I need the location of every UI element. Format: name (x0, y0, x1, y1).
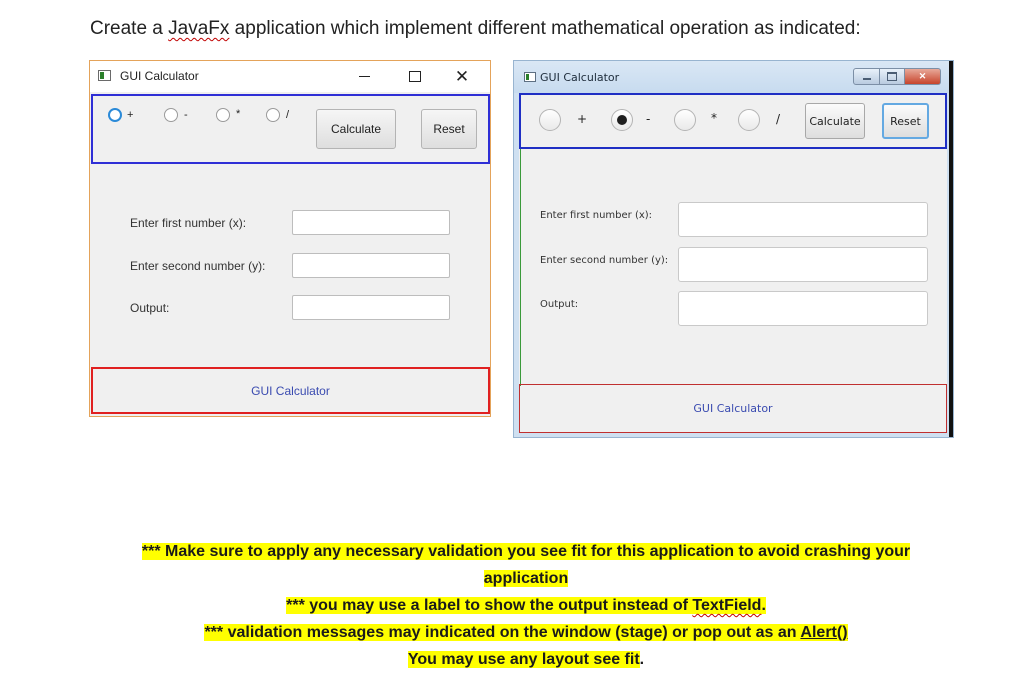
note-validation-text: *** Make sure to apply any necessary validation you see fit for this application to avoid crashing your (141, 543, 911, 560)
output-label: Output: (540, 299, 579, 310)
note-line-3 (90, 592, 962, 619)
note-line-4 (90, 619, 962, 646)
note-alert-pre: *** validation messages may indicated on the window (stage) or pop out as an (204, 624, 801, 641)
radio-multiply-label: * (236, 108, 241, 120)
maximize-button[interactable] (880, 68, 905, 85)
right-operation-bar (519, 93, 947, 149)
note-line-5 (90, 646, 962, 673)
second-number-field[interactable] (292, 253, 450, 278)
radio-divide-label: / (286, 109, 290, 121)
caption-buttons (853, 68, 941, 85)
close-button[interactable] (442, 65, 482, 87)
title-javafx-word: JavaFx (168, 18, 230, 39)
radio-add[interactable] (108, 108, 122, 122)
minimize-icon (359, 76, 370, 77)
note-textfield-word: TextField (692, 597, 762, 614)
second-number-field[interactable] (678, 247, 928, 282)
instruction-notes (90, 538, 962, 673)
radio-add-label: + (577, 112, 588, 126)
radio-multiply-label: * (711, 111, 717, 125)
note-line-1 (90, 538, 962, 565)
window-shadow-edge (949, 61, 953, 437)
note-alert-text (204, 624, 847, 641)
note-alert-word: Alert() (800, 624, 848, 641)
note-line-2 (90, 565, 962, 592)
right-window-titlebar[interactable] (514, 61, 953, 93)
close-icon: ✕ (918, 71, 927, 81)
first-number-field[interactable] (678, 202, 928, 237)
radio-subtract[interactable] (611, 109, 633, 131)
reset-button[interactable]: Reset (882, 103, 929, 139)
reset-button[interactable]: Reset (421, 109, 477, 149)
second-number-label: Enter second number (y): (130, 259, 266, 273)
first-number-field[interactable] (292, 210, 450, 235)
output-field[interactable] (292, 295, 450, 320)
radio-subtract-label: - (646, 112, 651, 126)
minimize-button[interactable] (853, 68, 880, 85)
close-icon: ✕ (454, 66, 470, 86)
radio-divide[interactable] (266, 108, 280, 122)
left-footer-label: GUI Calculator (251, 384, 330, 398)
left-operation-bar (91, 94, 490, 164)
second-number-label: Enter second number (y): (540, 255, 669, 266)
first-number-label: Enter first number (x): (540, 210, 653, 221)
maximize-icon (887, 72, 897, 81)
radio-add[interactable] (539, 109, 561, 131)
radio-add-label: + (127, 109, 134, 121)
output-label: Output: (130, 301, 170, 315)
note-label-output-text (286, 597, 766, 614)
right-window-client (519, 93, 947, 433)
calculate-button[interactable]: Calculate (805, 103, 865, 139)
note-label-output-pre: *** you may use a label to show the output instead of (286, 597, 693, 614)
radio-subtract[interactable] (164, 108, 178, 122)
radio-multiply[interactable] (674, 109, 696, 131)
close-button[interactable] (905, 68, 941, 85)
left-calculator-window (89, 60, 491, 417)
app-window-icon (98, 70, 111, 81)
maximize-button[interactable] (395, 65, 435, 87)
left-window-title: GUI Calculator (120, 69, 199, 83)
radio-divide[interactable] (738, 109, 760, 131)
note-layout-period: . (639, 651, 645, 668)
radio-multiply[interactable] (216, 108, 230, 122)
right-window-title: GUI Calculator (540, 71, 620, 84)
right-footer-label: GUI Calculator (693, 402, 773, 415)
note-layout-text: You may use any layout see fit (407, 651, 640, 668)
document-title (90, 18, 861, 40)
left-window-titlebar[interactable] (90, 61, 490, 92)
app-window-icon (524, 72, 536, 82)
title-prefix: Create a (90, 18, 169, 39)
right-calculator-window (513, 60, 954, 438)
title-suffix: application which implement different mathematical operation as indicated: (229, 18, 861, 39)
minimize-button[interactable] (344, 65, 384, 87)
calculate-button[interactable]: Calculate (316, 109, 396, 149)
note-label-output-post: . (761, 597, 766, 614)
note-application-text: application (483, 570, 569, 587)
left-footer-box (91, 367, 490, 414)
right-input-area (520, 149, 946, 386)
radio-divide-label: / (776, 112, 781, 126)
maximize-icon (409, 71, 421, 82)
output-field[interactable] (678, 291, 928, 326)
minimize-icon (863, 78, 871, 80)
right-footer-box (519, 384, 947, 433)
first-number-label: Enter first number (x): (130, 216, 247, 230)
radio-subtract-label: - (184, 109, 188, 121)
